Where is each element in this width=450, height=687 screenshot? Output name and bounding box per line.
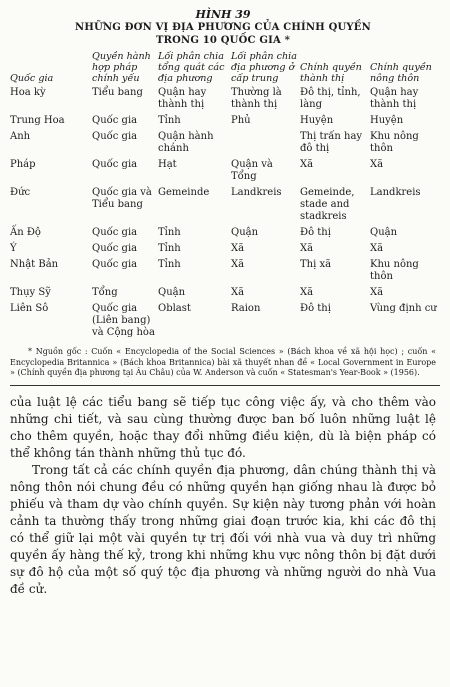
cell-intermediate-division: Quận và Tổng bbox=[231, 159, 273, 182]
table-header-row bbox=[10, 51, 440, 87]
cell-intermediate-division: Xã bbox=[231, 287, 245, 298]
cell-rural-government: Huyện bbox=[370, 115, 404, 126]
table-title-line2: TRONG 10 QUỐC GIA * bbox=[155, 35, 291, 46]
body-paragraph-1: của luật lệ các tiểu bang sẽ tiếp tục công việc ấy, và cho thêm vào những chi tiết, và sau cùng thường được ban bố luôn những luật lệ cho thêm quyền, hoặc thay đổi những điều kiện, dù là biện pháp có thể không tán thành những thủ tục đó. bbox=[10, 394, 436, 460]
header-intermediate-division: Lối phân chia địa phương ở cấp trung bbox=[231, 51, 297, 84]
cell-primary-authority: Quốc gia bbox=[92, 227, 138, 238]
header-rural-government: Chính quyền nông thôn bbox=[370, 62, 432, 84]
table-row bbox=[10, 287, 440, 303]
cell-country: Ý bbox=[10, 243, 17, 254]
cell-general-division: Quận hành chánh bbox=[158, 131, 214, 154]
cell-intermediate-division: Quận bbox=[231, 227, 259, 238]
cell-urban-government: Xã bbox=[300, 159, 314, 170]
cell-urban-government: Đô thị bbox=[300, 303, 331, 314]
cell-rural-government: Quận bbox=[370, 227, 398, 238]
cell-intermediate-division: Raion bbox=[231, 303, 261, 314]
cell-rural-government: Xã bbox=[370, 159, 384, 170]
body-paragraph-2: Trong tất cả các chính quyền địa phương, dân chúng thành thị và nông thôn nói chung đều có những quyền hạn giống nhau là được bỏ phiếu và tham dự vào chính quyền. Sự kiện này tương phản với hoàn cảnh ta thường thấy trong những giai đoạn trước kia, khi các đô thị có thể giữ lại một vài quyền tự trị đối với nhà vua và duy trì những quyền ấy hàng thế kỷ, trong khi những khu vực nông thôn bị đặt dưới sự đô hộ của một số quý tộc địa phương và những người do nhà Vua đề cử. bbox=[10, 462, 436, 596]
cell-general-division: Tỉnh bbox=[158, 259, 181, 270]
cell-country: Pháp bbox=[10, 159, 36, 170]
cell-primary-authority: Quốc gia bbox=[92, 159, 138, 170]
cell-country: Thụy Sỹ bbox=[10, 287, 51, 298]
table-row bbox=[10, 159, 440, 187]
cell-intermediate-division: Phủ bbox=[231, 115, 251, 126]
cell-country: Anh bbox=[10, 131, 31, 142]
table-row bbox=[10, 243, 440, 259]
cell-urban-government: Gemeinde, stade and stadkreis bbox=[300, 187, 355, 222]
cell-urban-government: Xã bbox=[300, 243, 314, 254]
local-government-table bbox=[10, 51, 440, 343]
cell-primary-authority: Quốc gia bbox=[92, 243, 138, 254]
cell-intermediate-division: Landkreis bbox=[231, 187, 282, 198]
cell-general-division: Tỉnh bbox=[158, 243, 181, 254]
cell-country: Đức bbox=[10, 187, 31, 198]
cell-rural-government: Xã bbox=[370, 243, 384, 254]
cell-intermediate-division bbox=[231, 131, 300, 159]
cell-rural-government: Vùng định cư bbox=[370, 303, 437, 314]
cell-urban-government: Huyện bbox=[300, 115, 334, 126]
cell-urban-government: Đô thị, tỉnh, làng bbox=[300, 87, 361, 110]
cell-primary-authority: Quốc gia bbox=[92, 259, 138, 270]
cell-urban-government: Thị xã bbox=[300, 259, 332, 270]
table-title-line1: NHỮNG ĐƠN VỊ ĐỊA PHƯƠNG CỦA CHÍNH QUYỀN bbox=[75, 22, 371, 33]
header-country: Quốc gia bbox=[10, 73, 54, 84]
header-general-division: Lối phân chia tổng quát các địa phương bbox=[158, 51, 225, 84]
figure-label: HÌNH 39 bbox=[195, 8, 251, 21]
cell-intermediate-division: Xã bbox=[231, 243, 245, 254]
table-row bbox=[10, 115, 440, 131]
cell-country: Nhật Bản bbox=[10, 259, 59, 270]
cell-general-division: Tỉnh bbox=[158, 227, 181, 238]
table-footnote: * Nguồn gốc : Cuốn « Encyclopedia of the Social Sciences » (Bách khoa về xã hội học) ; cuốn « Encyclopedia Britannica » (Bách khoa Britannica) bài xã thuyết nhan đề « Local Government in Europe » (Chính quyền địa phương tại Âu Châu) của W. Anderson và cuốn « Statesman's Year-Book » (1956). bbox=[10, 347, 436, 377]
table-row bbox=[10, 187, 440, 227]
cell-urban-government: Đô thị bbox=[300, 227, 331, 238]
cell-primary-authority: Tiểu bang bbox=[92, 87, 143, 98]
cell-primary-authority: Quốc gia và Tiểu bang bbox=[92, 187, 152, 210]
table-row bbox=[10, 259, 440, 287]
cell-urban-government: Thị trấn hay đô thị bbox=[300, 131, 363, 154]
cell-primary-authority: Quốc gia bbox=[92, 115, 138, 126]
cell-country: Ấn Độ bbox=[10, 227, 41, 238]
cell-rural-government: Landkreis bbox=[370, 187, 421, 198]
cell-urban-government: Xã bbox=[300, 287, 314, 298]
cell-rural-government: Quận hay thành thị bbox=[370, 87, 419, 110]
cell-general-division: Quận bbox=[158, 287, 186, 298]
table-row bbox=[10, 303, 440, 343]
header-urban-government: Chính quyền thành thị bbox=[300, 62, 362, 84]
cell-rural-government: Khu nông thôn bbox=[370, 259, 419, 282]
cell-general-division: Tỉnh bbox=[158, 115, 181, 126]
cell-country: Trung Hoa bbox=[10, 115, 65, 126]
table-row bbox=[10, 87, 440, 115]
cell-general-division: Hạt bbox=[158, 159, 177, 170]
table-row bbox=[10, 227, 440, 243]
cell-general-division: Oblast bbox=[158, 303, 191, 314]
cell-intermediate-division: Xã bbox=[231, 259, 245, 270]
table-row bbox=[10, 131, 440, 159]
cell-intermediate-division: Thường là thành thị bbox=[231, 87, 282, 110]
cell-country: Hoa kỳ bbox=[10, 87, 46, 98]
cell-primary-authority: Quốc gia bbox=[92, 131, 138, 142]
cell-rural-government: Khu nông thôn bbox=[370, 131, 419, 154]
cell-primary-authority: Quốc gia (Liên bang) và Cộng hòa bbox=[92, 303, 155, 338]
divider bbox=[10, 385, 440, 386]
cell-country: Liên Sô bbox=[10, 303, 49, 314]
cell-general-division: Gemeinde bbox=[158, 187, 210, 198]
cell-primary-authority: Tổng bbox=[92, 287, 118, 298]
cell-rural-government: Xã bbox=[370, 287, 384, 298]
header-primary-authority: Quyền hành hợp pháp chính yếu bbox=[92, 51, 151, 84]
cell-general-division: Quận hay thành thị bbox=[158, 87, 207, 110]
